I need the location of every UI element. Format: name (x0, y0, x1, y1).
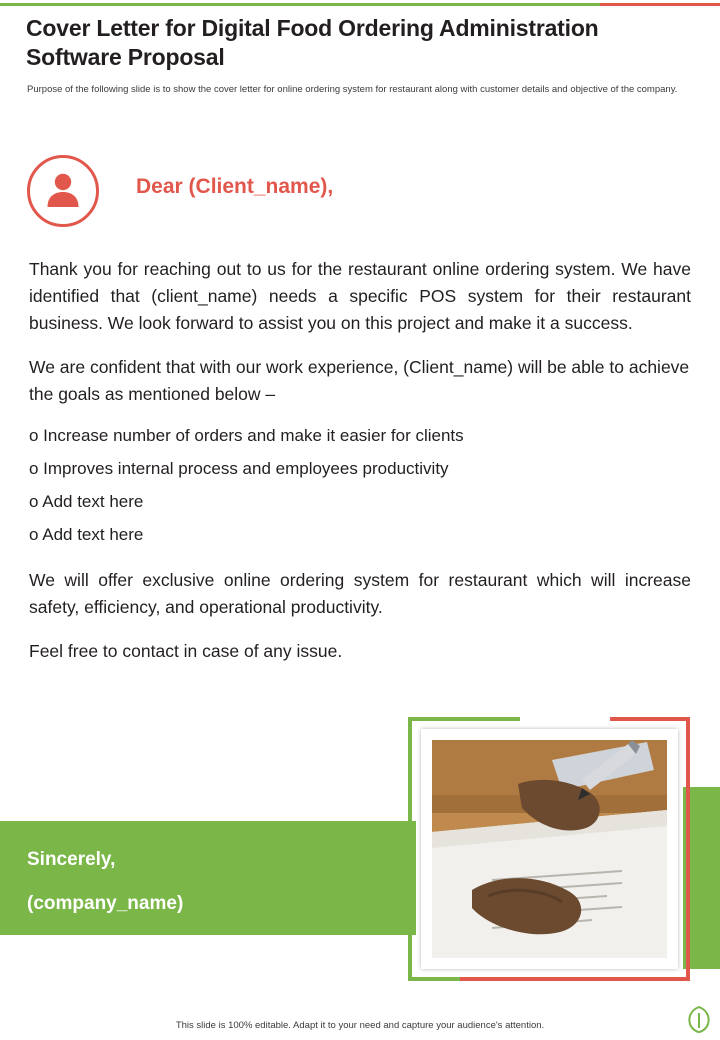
page-title: Cover Letter for Digital Food Ordering Administration Software Proposal (26, 15, 599, 70)
page-subtitle: Purpose of the following slide is to show the cover letter for online ordering system for restaurant along with customer details and objective of the company. (27, 84, 678, 95)
signoff-line-1: Sincerely, (27, 849, 116, 870)
image-frame-green-top (408, 717, 520, 721)
photo-card (421, 729, 678, 969)
goal-list (29, 419, 691, 551)
list-item: o Add text here (29, 525, 144, 544)
top-accent-bar-green (0, 3, 600, 6)
top-accent-bar-red (600, 3, 720, 6)
signoff-line-2: (company_name) (27, 893, 184, 914)
list-item: o Add text here (29, 492, 144, 511)
letter-paragraph: We will offer exclusive online ordering system for restaurant which will increase safety, efficiency, and operational productivity. (29, 570, 691, 617)
footer-note: This slide is 100% editable. Adapt it to your need and capture your audience's attention. (175, 1020, 545, 1031)
image-frame-green-bottom (408, 977, 468, 981)
salutation-text: Dear (Client_name), (136, 175, 334, 198)
image-frame-green-left (408, 717, 412, 981)
image-frame-red-bottom (460, 977, 690, 981)
image-frame-red-top (610, 717, 690, 721)
list-item: o Improves internal process and employees productivity (29, 459, 449, 478)
letter-paragraph: Thank you for reaching out to us for the restaurant online ordering system. We have identified that (client_name) needs a specific POS system for their restaurant business. We look forward to assist you on this project and make it a success. (29, 259, 691, 333)
signing-document-image (432, 740, 667, 958)
letter-body (29, 256, 691, 682)
brand-logo-icon (684, 1004, 714, 1034)
list-item: o Increase number of orders and make it easier for clients (29, 426, 464, 445)
image-frame-red-right (686, 717, 690, 981)
letter-paragraph: We are confident that with our work experience, (Client_name) will be able to achieve the goals as mentioned below – (29, 357, 690, 404)
signoff-band (0, 821, 416, 935)
letter-paragraph: Feel free to contact in case of any issue. (29, 641, 343, 661)
person-icon (27, 155, 99, 227)
